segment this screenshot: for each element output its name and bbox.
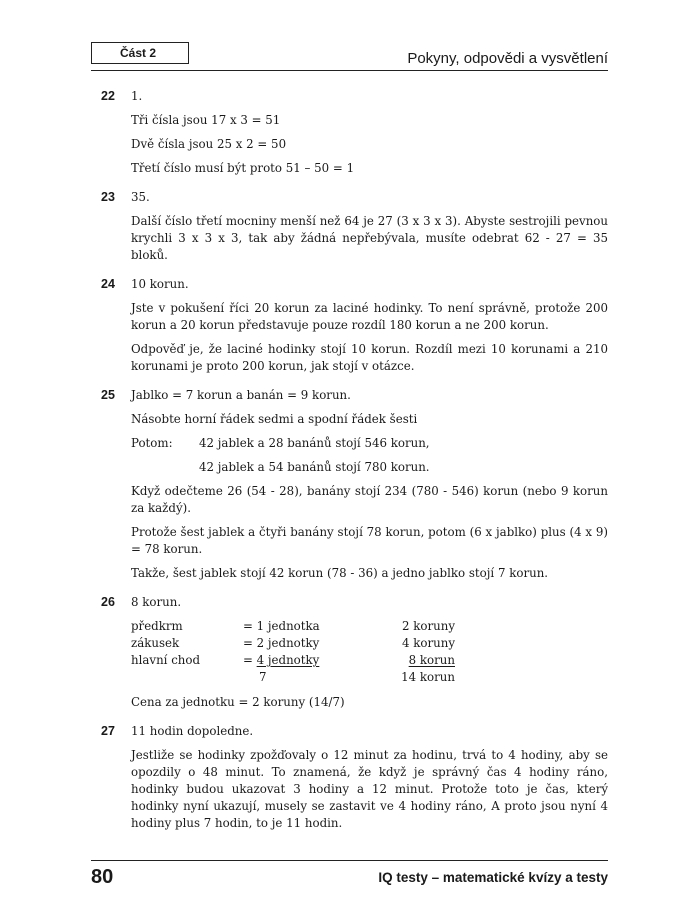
potom-label: Potom: xyxy=(131,436,173,450)
answer-22 xyxy=(91,88,608,177)
question-number: 26 xyxy=(101,595,115,609)
answer-text: 1. xyxy=(131,89,143,103)
explanation-paragraph: Odpověď je, že laciné hodinky stojí 10 korun. Rozdíl mezi 10 korunami a 210 korunami je proto 200 korun, jak stojí v otázce. xyxy=(131,342,608,373)
answer-27 xyxy=(91,723,608,832)
explanation-paragraph: Protože šest jablek a čtyři banány stojí 78 korun, potom (6 x jablko) plus (4 x 9) = 78 korun. xyxy=(131,525,608,556)
page-number: 80 xyxy=(91,866,114,888)
potom-line: 42 jablek a 54 banánů stojí 780 korun. xyxy=(199,460,430,474)
footer-rule xyxy=(91,860,608,861)
course-price: 4 koruny xyxy=(401,636,455,650)
explanation-paragraph: Další číslo třetí mocniny menší než 64 je 27 (3 x 3 x 3). Abyste sestrojili pevnou krychli 3 x 3 x 3, tak aby žádná nepřebývala, musíte odebrat 62 - 27 = 35 bloků. xyxy=(131,214,608,262)
explanation-paragraph: Takže, šest jablek stojí 42 korun (78 - 36) a jedno jablko stojí 7 korun. xyxy=(131,566,549,580)
course-name: hlavní chod xyxy=(131,653,201,667)
answer-text: 8 korun. xyxy=(131,595,182,609)
table-row xyxy=(131,635,608,652)
course-units: = 4 jednotky xyxy=(243,653,320,667)
course-units: = 2 jednotky xyxy=(243,636,320,650)
answer-26 xyxy=(91,594,608,711)
answer-text: 11 hodin dopoledne. xyxy=(131,724,254,738)
course-units-underlined: 4 jednotky xyxy=(256,653,320,667)
course-units: = 1 jednotka xyxy=(243,619,320,633)
question-number: 27 xyxy=(101,724,115,738)
explanation-line: Tři čísla jsou 17 x 3 = 51 xyxy=(131,113,281,127)
header-title: Pokyny, odpovědi a vysvětlení xyxy=(407,50,608,67)
explanation-paragraph: Jste v pokušení říci 20 korun za laciné hodinky. To není správně, protože 200 korun a 20 korun představuje pouze rozdíl 180 korun a ne 200 korun. xyxy=(131,301,608,332)
chapter-label: Část 2 xyxy=(91,42,189,64)
potom-block xyxy=(131,435,608,476)
course-price: 2 koruny xyxy=(401,619,455,633)
answer-text: 35. xyxy=(131,190,150,204)
answer-text: Jablko = 7 korun a banán = 9 korun. xyxy=(131,388,351,402)
explanation-paragraph: Jestliže se hodinky zpožďovaly o 12 minut za hodinu, trvá to 4 hodiny, aby se opozdily o 48 minut. To znamená, že když je správný čas 4 hodiny ráno, hodinky budou ukazovat 3 hodiny a 12 minut. Protože toto je čas, který hodinky nyní ukazují, musely se zastavit ve 4 hodiny ráno, A proto jsou nyní 4 hodiny plus 7 hodin, to je 11 hodin. xyxy=(131,748,608,830)
question-number: 24 xyxy=(101,277,115,291)
explanation-paragraph: Násobte horní řádek sedmi a spodní řádek šesti xyxy=(131,412,418,426)
footer-title: IQ testy – matematické kvízy a testy xyxy=(378,870,608,885)
answer-24 xyxy=(91,276,608,375)
table-row xyxy=(131,652,608,669)
table-total-row xyxy=(131,669,608,686)
course-price-underlined: 8 korun xyxy=(408,653,455,667)
explanation-line: Dvě čísla jsou 25 x 2 = 50 xyxy=(131,137,287,151)
total-units: 7 xyxy=(259,670,267,684)
header-rule xyxy=(91,70,608,71)
course-price xyxy=(367,652,455,669)
potom-line: 42 jablek a 28 banánů stojí 546 korun, xyxy=(199,436,430,450)
explanation-paragraph: Když odečteme 26 (54 - 28), banány stojí 234 (780 - 546) korun (nebo 9 korun za každý). xyxy=(131,484,608,515)
total-price: 14 korun xyxy=(401,670,455,684)
answer-text: 10 korun. xyxy=(131,277,189,291)
question-number: 23 xyxy=(101,190,115,204)
course-name: předkrm xyxy=(131,619,183,633)
unit-price-text: Cena za jednotku = 2 koruny (14/7) xyxy=(131,695,345,709)
question-number: 25 xyxy=(101,388,115,402)
course-table xyxy=(131,618,608,686)
table-row xyxy=(131,618,608,635)
answer-25 xyxy=(91,387,608,582)
answer-23 xyxy=(91,189,608,264)
answers-content xyxy=(91,88,608,844)
course-name: zákusek xyxy=(131,636,180,650)
question-number: 22 xyxy=(101,89,115,103)
explanation-line: Třetí číslo musí být proto 51 – 50 = 1 xyxy=(131,161,355,175)
